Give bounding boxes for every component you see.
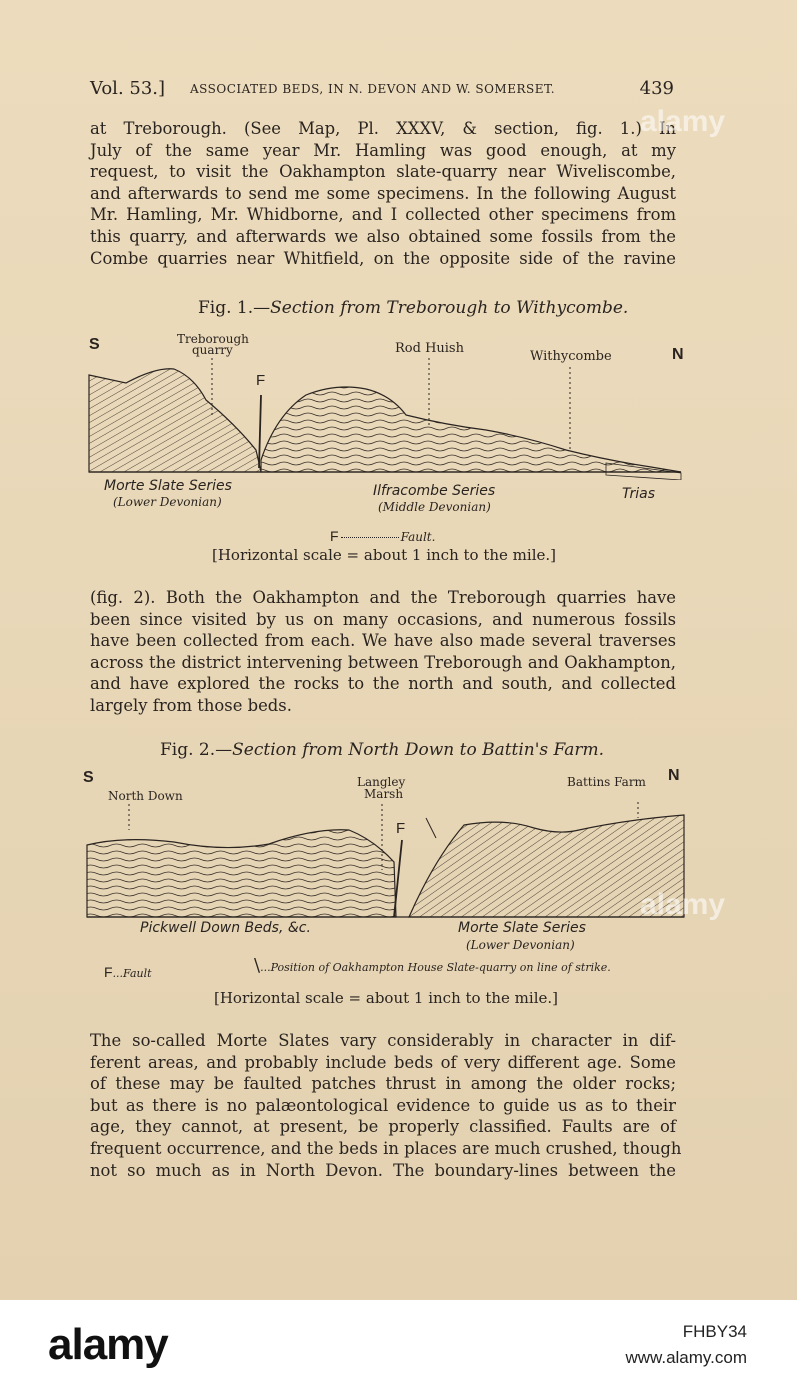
text-line: age, they cannot, at present, be properly classified. Faults are of — [90, 1117, 676, 1137]
text-line: ferent areas, and probably include beds of very different age. Some — [90, 1052, 676, 1072]
fig1-series-morte: Morte Slate Series — [104, 478, 232, 494]
fig1-label-rod-huish: Rod Huish — [395, 341, 464, 356]
fig1-key-leader — [341, 537, 399, 538]
text-line: of these may be faulted patches thrust in among the older rocks; — [90, 1074, 676, 1094]
figure-2-title: Section from North Down to Battin's Farm. — [232, 740, 604, 760]
fig1-scale: [Horizontal scale = about 1 inch to the mile.] — [212, 546, 556, 564]
watermark: alamy — [640, 888, 726, 921]
fig2-key-fault — [104, 962, 152, 981]
text-line: at Treborough. (See Map, Pl. XXXV, & section, fig. 1.) In — [90, 119, 676, 138]
fig1-direction-north: N — [672, 346, 684, 363]
fig2-key-position-text: ...Position of Oakhampton House Slate-quarry on line of strike. — [260, 961, 611, 974]
fig1-direction-south: S — [89, 336, 100, 353]
page-number: 439 — [639, 78, 674, 99]
volume-label: Vol. 53.] — [90, 78, 166, 99]
text-line: been since visited by us on many occasions, and numerous fossils — [90, 609, 676, 629]
text-line: not so much as in North Devon. The boundary-lines between the — [90, 1160, 676, 1180]
text-line: and have explored the rocks to the north and south, and collected — [90, 674, 676, 694]
text-line: request, to visit the Oakhampton slate-quarry near Wiveliscombe, — [90, 162, 676, 182]
text-line: Mr. Hamling, Mr. Whidborne, and I collected other specimens from — [90, 205, 676, 225]
footer-url: www.alamy.com — [625, 1348, 747, 1367]
text-line: Combe quarries near Whitfield, on the opposite side of the ravine — [90, 248, 676, 268]
fig1-series-trias: Trias — [622, 486, 655, 502]
text-line: July of the same year Mr. Hamling was good enough, at my — [90, 140, 676, 160]
fig2-direction-north: N — [668, 767, 680, 784]
text-line: across the district intervening between Treborough and Oakhampton, — [90, 652, 676, 672]
fig1-label-quarry: quarry — [192, 343, 233, 357]
fig1-series-morte-age: (Lower Devonian) — [113, 495, 222, 509]
fig1-label-withycombe: Withycombe — [530, 349, 612, 364]
figure-2-number: Fig. 2.— — [160, 740, 233, 760]
fig2-series-morte: Morte Slate Series — [458, 920, 586, 936]
fig1-key — [330, 526, 435, 545]
fig2-label-battins-farm: Battins Farm — [567, 775, 646, 789]
figure-1-title: Section from Treborough to Withycombe. — [270, 298, 629, 318]
fig2-direction-south: S — [83, 769, 94, 786]
stock-footer — [0, 1300, 797, 1390]
strike-mark-icon: \ — [254, 955, 261, 976]
fig2-scale: [Horizontal scale = about 1 inch to the mile.] — [214, 989, 558, 1007]
fig2-key-position — [254, 955, 611, 976]
watermark: alamy — [640, 105, 726, 138]
figure-1-section-drawing — [86, 355, 686, 480]
fig2-label-langley: Langley — [357, 775, 406, 789]
figure-1-caption — [198, 298, 628, 318]
fig1-key-text: Fault. — [400, 530, 436, 544]
text-line: but as there is no palæontological evidence to guide us as to their — [90, 1095, 676, 1115]
fig2-key-letter: F — [104, 964, 113, 980]
fig2-series-pickwell: Pickwell Down Beds, &c. — [140, 920, 311, 936]
text-line: this quarry, and afterwards we also obtained some fossils from the — [90, 226, 676, 246]
paragraph-1 — [90, 118, 676, 269]
fig2-key-text: ...Fault — [112, 967, 152, 980]
figure-2-caption — [160, 740, 604, 760]
paragraph-2 — [90, 587, 676, 717]
fig1-fault-label: F — [256, 372, 266, 389]
text-line: have been collected from each. We have also made several traverses — [90, 631, 676, 651]
fig1-series-ilfracombe-age: (Middle Devonian) — [378, 500, 491, 514]
fig1-label-treborough: Treborough — [177, 332, 249, 346]
fig2-series-morte-age: (Lower Devonian) — [466, 938, 575, 952]
text-line: The so-called Morte Slates vary considerably in character in dif- — [90, 1031, 676, 1050]
figure-1-number: Fig. 1.— — [198, 298, 271, 318]
text-line: and afterwards to send me some specimens. In the following August — [90, 183, 676, 203]
fig2-label-marsh: Marsh — [364, 787, 404, 801]
text-line: largely from those beds. — [90, 695, 292, 715]
paragraph-3 — [90, 1030, 682, 1181]
figure-2-section-drawing — [84, 800, 686, 922]
running-header — [90, 78, 674, 102]
fig1-series-ilfracombe: Ilfracombe Series — [373, 483, 496, 499]
image-code: FHBY34 — [682, 1322, 747, 1341]
text-line: frequent occurrence, and the beds in places are much crushed, though — [90, 1138, 682, 1158]
running-title: ASSOCIATED BEDS, IN N. DEVON AND W. SOMERSET. — [190, 82, 556, 96]
fig1-key-letter: F — [330, 528, 339, 544]
fig2-fault-label: F — [396, 820, 406, 837]
alamy-logo: alamy — [48, 1320, 168, 1369]
text-line: (fig. 2). Both the Oakhampton and the Treborough quarries have — [90, 588, 676, 607]
fig2-label-north-down: North Down — [108, 789, 183, 803]
